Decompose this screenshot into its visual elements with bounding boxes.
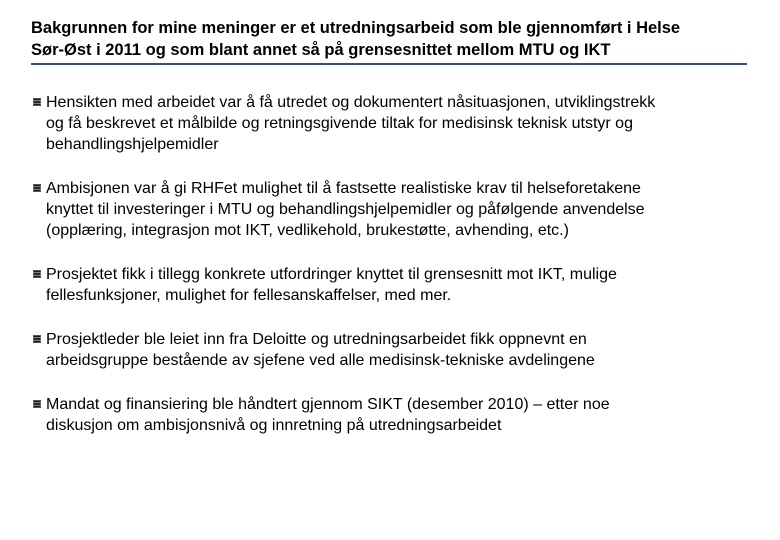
- bullet-text-line: Mandat og finansiering ble håndtert gjennom SIKT (desember 2010) – etter noe: [46, 396, 610, 413]
- bullet-text-line: arbeidsgruppe bestående av sjefene ved alle medisinsk-tekniske avdelingene: [46, 352, 595, 369]
- bullet-text-line: Prosjektleder ble leiet inn fra Deloitte og utredningsarbeidet fikk oppnevnt en: [46, 331, 587, 348]
- bullet-text-line: Hensikten med arbeidet var å få utredet og dokumentert nåsituasjonen, utviklingstrekk: [46, 94, 656, 111]
- bullet-item: [33, 329, 748, 371]
- square-bullet-icon: [33, 400, 41, 408]
- slide-title-line: Sør-Øst i 2011 og som blant annet så på grensesnittet mellom MTU og IKT: [31, 41, 611, 59]
- bullet-item: [33, 394, 748, 436]
- bullet-item: [33, 92, 748, 155]
- slide-title: [31, 17, 751, 61]
- bullet-text-line: Ambisjonen var å gi RHFet mulighet til å fastsette realistiske krav til helseforetakene: [46, 180, 641, 197]
- bullet-item: [33, 178, 748, 241]
- bullet-text-line: Prosjektet fikk i tillegg konkrete utfordringer knyttet til grensesnitt mot IKT, mulige: [46, 266, 617, 283]
- square-bullet-icon: [33, 184, 41, 192]
- slide-title-line: Bakgrunnen for mine meninger er et utredningsarbeid som ble gjennomført i Helse: [31, 19, 681, 37]
- title-divider: [31, 63, 747, 65]
- square-bullet-icon: [33, 335, 41, 343]
- bullet-text-line: behandlingshjelpemidler: [46, 136, 219, 153]
- square-bullet-icon: [33, 270, 41, 278]
- bullet-text-line: diskusjon om ambisjonsnivå og innretning på utredningsarbeidet: [46, 417, 502, 434]
- bullet-text-line: (opplæring, integrasjon mot IKT, vedlikehold, brukestøtte, avhending, etc.): [46, 222, 569, 239]
- bullet-list: [33, 92, 748, 459]
- bullet-text-line: knyttet til investeringer i MTU og behandlingshjelpemidler og påfølgende anvendelse: [46, 201, 645, 218]
- bullet-item: [33, 264, 748, 306]
- square-bullet-icon: [33, 98, 41, 106]
- bullet-text-line: og få beskrevet et målbilde og retningsgivende tiltak for medisinsk teknisk utstyr og: [46, 115, 633, 132]
- bullet-text-line: fellesfunksjoner, mulighet for fellesanskaffelser, med mer.: [46, 287, 452, 304]
